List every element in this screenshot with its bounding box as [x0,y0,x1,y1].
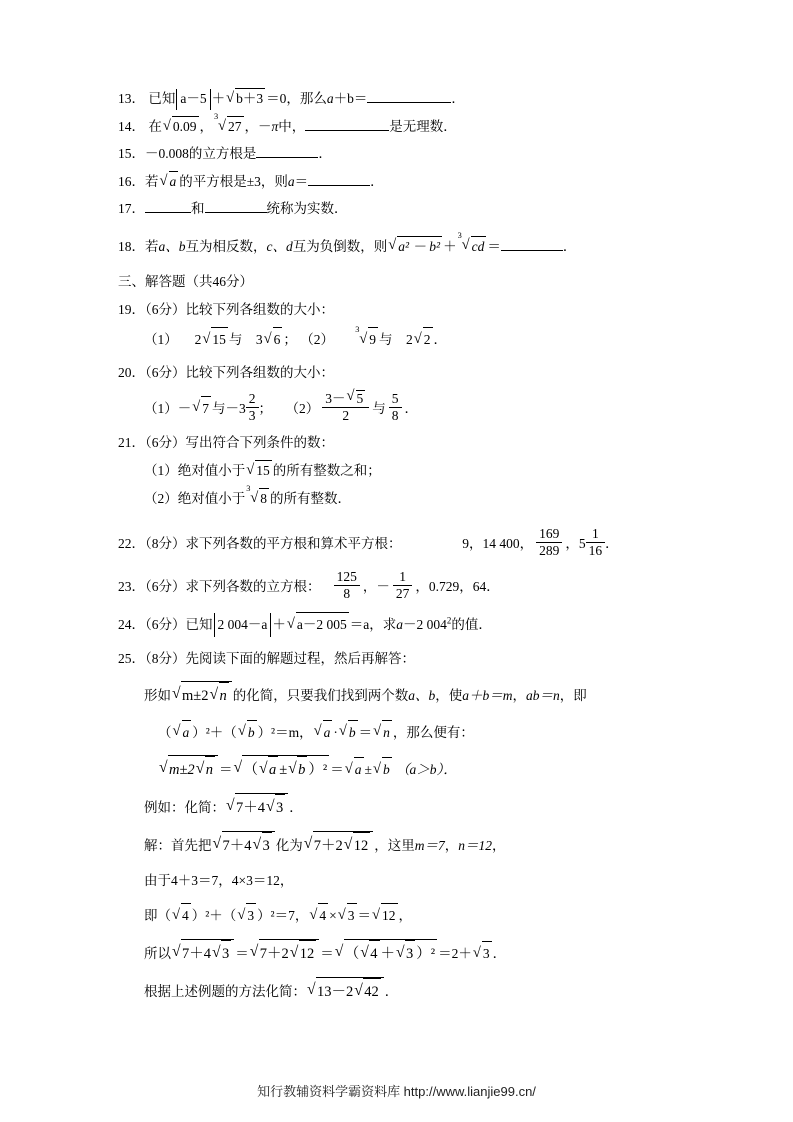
q25-l1-mid2: ，使 [435,688,463,704]
q25-l9-radical-outer: √ 13－2 √ 42 [307,977,384,1005]
q25-l2-t3: ）²＝m， [257,724,313,740]
q21-p1-label: （1） [144,463,178,479]
q25-l6-comma: ， [218,873,232,889]
question-16 [118,171,697,193]
q25-line-8 [118,939,697,967]
q14-comma-2: ， [244,118,258,134]
q14-radical-2: √ 3 27 [214,116,244,138]
question-15 [118,144,697,165]
q22-v1: 9， [462,536,483,552]
q15-number: 15． [118,145,145,161]
q25-l1-pre: 形如 [144,688,171,704]
q25-l5-end: ， [492,838,506,854]
q25-l9-pre: 根据上述例题的方法化简： [144,983,306,999]
q16-mid: 的平方根是±3，则 [179,173,288,189]
q25-l5-radical-1: √ 7＋4 √ 3 [213,831,275,859]
q25-l7-pre: 即（ [144,908,171,924]
q22-mix-int: 5 [578,536,586,552]
q15-lead: －0.008 [145,145,189,161]
q23-rest: ，0.729，64． [415,578,500,594]
q25-l3-radical-mid-a: √ a [259,756,278,783]
q20-p1-label: （1） [144,400,178,416]
q20-number: 20． [118,364,145,380]
question-22 [118,526,697,559]
q18-tail: ＝ [487,238,501,254]
q25-l8-end: ． [492,945,507,961]
q25-l3-eq2: ＝ [330,761,344,777]
q19-score: （6分） [145,302,186,318]
q25-l8-eq2: ＝ [320,945,334,961]
q18-cd: c、d [266,238,293,254]
q23-text: 求下列各数的立方根： [185,578,321,594]
q19-p2-label: （2） [300,332,334,348]
q14-tail: 中， [278,118,306,134]
q25-l1-eq2: ab＝n [526,688,560,704]
q25-number: 25． [118,651,145,667]
q25-l3-radical-mid-b: √ b [288,756,307,783]
q25-l1-comma: ， [512,688,526,704]
q19-p1-b-coef: 3 [255,332,263,348]
q25-l2-t5: ＝ [358,724,373,740]
q23-comma: ，－ [362,578,390,594]
q25-l3-radical-mid: √ （ √ a ± √ b ）² [233,755,329,783]
q21-number: 21． [118,435,145,451]
q23-fraction-1: $\frac{125}{8}$ [334,569,360,602]
q17-number: 17． [118,200,145,216]
q20-p1-neg: － [177,400,192,416]
q25-l5-pre: 解：首先把 [144,838,212,854]
q20-p2-semi: ． [404,400,418,416]
q18-radical-1: √ a² － b² [388,236,442,258]
q22-fraction-1: $\frac{169}{289}$ [536,526,562,559]
q20-p1-fraction: $\frac{2}{3}$ [246,391,259,424]
q22-end: ． [605,536,619,552]
q16-end: ． [370,173,384,189]
q22-comma: ， [565,536,579,552]
q19-p1-semi: ； [283,332,297,348]
q17-tail: 统称为实数． [266,200,348,216]
question-17 [118,199,697,220]
q19-p2-yu: 与 [379,332,393,348]
q13-number: 13． [118,91,145,106]
q24-number: 24． [118,616,145,632]
q25-l6-end: ， [279,873,294,889]
q25-l8-radical-2-inner: √ 12 [290,940,317,967]
q21-text: 写出符合下列条件的数： [185,435,334,451]
q15-end: ． [318,145,332,161]
q19-p1-radical-b: √ 6 [264,327,283,352]
q18-lead: 若 [145,238,159,254]
q23-fraction-2: $\frac{1}{27}$ [393,569,413,602]
q25-l8-radical-1-inner: √ 3 [212,940,231,967]
q25-l7-times: × [329,908,337,924]
q25-l8-radical-4: √ 3 [473,941,492,966]
q25-l1-ab: a、b [408,688,436,704]
q25-l9-radical-inner: √ 42 [354,978,381,1005]
q24-tail-sup: 2 [446,615,452,626]
q24-eq: ＝a [349,616,370,632]
q20-p2-yu: 与 [372,400,386,416]
q18-end: ． [562,238,577,254]
q14-end: 是无理数． [389,118,457,134]
q14-radical-1: √ 0.09 [163,116,199,138]
q21-p2-post: 的所有整数． [270,491,351,507]
q25-l5-mid2: ，这里 [374,838,415,854]
q25-text: 先阅读下面的解题过程，然后再解答： [185,651,415,667]
q25-l5-radical-1-inner: √ 3 [253,832,272,859]
q16-tail: ＝ [294,173,309,189]
q25-l7-m2: ）²＝7， [257,908,309,924]
q25-l2-t1: （ [158,724,172,740]
q20-text: 比较下列各组数的大小： [185,364,334,380]
q25-l4-radical-outer: √ 7＋4 √ 3 [226,793,288,821]
q25-line-2 [118,720,697,745]
q14-neg: － [258,118,272,134]
q14-number: 14． [118,118,145,134]
q21-score: （6分） [145,435,186,451]
q19-p2-radical-b: √ 2 [414,327,433,352]
q20-score: （6分） [145,364,186,380]
q14-comma-1: ， [199,118,213,134]
q25-l6-e1: 4＋3＝7 [171,873,219,889]
q25-l2-radical-4: √ b [339,720,358,745]
question-19-parts [118,327,697,352]
q17-answer-blank-2[interactable] [205,212,267,213]
q20-p2-radical: √ 5 [347,390,366,407]
q25-l8-radical-3-a: √ 4 [360,940,379,967]
q24-tail-a: a [396,616,403,632]
q25-line-3 [118,755,697,783]
q24-stem-pre: 已知 [185,616,213,632]
q19-p1-label: （1） [144,332,178,348]
q18-plus: ＋ [443,238,457,254]
q25-l3-radical-a: √ a [345,757,364,782]
q25-l2-radical-1: √ a [173,720,192,745]
q16-radical: √ a [160,171,179,193]
q14-pi: π [271,118,279,134]
q18-ab: a、b [158,238,186,254]
q25-l1-radical-outer: √ m±2 √ n [172,681,232,709]
q25-l3-cond: （a＞b）． [396,761,457,777]
q24-tail-end: 的值． [451,616,492,632]
q23-score: （6分） [145,578,186,594]
q13-end: ． [451,91,465,106]
q25-l2-radical-5: √ n [373,720,392,745]
q24-tail-minus: －2 004 [403,616,447,632]
q25-score: （8分） [145,651,186,667]
q25-l8-pre: 所以 [144,945,171,961]
q20-p1-int: －3 [225,400,246,416]
q16-answer-blank[interactable] [308,185,370,186]
q20-p2-label: （2） [285,400,320,416]
q21-p2-pre: 绝对值小于 [177,491,246,507]
question-23 [118,569,697,602]
q22-v2: 14 400， [482,536,534,552]
q25-l7-end: ， [398,908,412,924]
q25-l1-mid: 的化简，只要我们找到两个数 [232,688,409,704]
q25-l9-end: ． [384,983,399,999]
q25-l4-radical-inner: √ 3 [266,794,285,821]
question-18 [118,231,697,258]
question-20-stem [118,363,697,384]
section-3-heading: 三、解答题（共46分） [118,273,253,289]
q25-line-5 [118,831,697,859]
q25-l5-m: m＝7 [414,838,445,854]
page-footer: 知行教辅资料学霸资料库 http://www.lianjie99.cn/ [257,1084,536,1099]
question-21-part-1 [118,460,697,482]
q19-text: 比较下列各组数的大小： [185,302,334,318]
q25-l8-radical-3-b: √ 3 [396,940,415,967]
q19-p1-yu: 与 [228,332,243,348]
q19-p2-b-coef: 2 [406,332,413,348]
q25-l8-eq1: ＝ [235,945,249,961]
q25-l2-t4: · [333,724,338,740]
q22-score: （8分） [145,536,186,552]
question-21-part-2 [118,484,697,510]
q25-l5-radical-2: √ 7＋2 √ 12 [304,831,374,859]
question-13 [118,88,697,110]
q13-lead: 已知 [148,91,176,106]
q20-p1-yu: 与 [212,400,226,416]
q24-plus: ＋ [272,616,286,632]
q22-text: 求下列各数的平方根和算术平方根： [185,536,402,552]
q25-l8-radical-2: √ 7＋2 √ 12 [250,939,320,967]
q25-l7-radical-4: √ 3 [338,903,357,928]
q25-l4-pre: 例如：化简： [144,799,225,815]
q25-l3-pm: ± [364,761,372,777]
q25-l7-radical-5: √ 12 [372,903,398,928]
q20-p2-fraction-2: $\frac{5}{8}$ [389,391,402,424]
q13-plus: ＋ [211,91,226,106]
q14-lead: 在 [148,118,162,134]
question-21-stem [118,433,697,454]
q25-l3-eq1: ＝ [218,761,233,777]
q14-answer-blank[interactable] [305,130,389,131]
q20-p2-fraction-1: $\frac{3- √ 5}{2}$ [322,390,369,424]
q25-l1-radical-inner: √ n [210,682,229,709]
q25-l8-radical-3: √ （ √ 4 ＋ √ 3 ）² [335,939,437,967]
q23-number: 23． [118,578,145,594]
q21-p1-pre: 绝对值小于 [177,463,246,479]
q25-l1-eq1: a＋b＝m [462,688,513,704]
q13-mid: ，那么 [286,91,327,106]
q25-l3-radical-b: √ b [373,757,392,782]
q24-abs: 2 004－a [214,613,272,637]
q20-p1-radical: √ 7 [192,396,211,421]
q19-p2-radical-a: √ 3 9 [355,327,378,352]
q16-number: 16． [118,173,145,189]
q13-tail: ＋b＝ [333,91,368,106]
q24-mid: ，求 [369,616,397,632]
q18-mid1: 互为相反数， [185,238,267,254]
q25-l7-radical-1: √ 4 [172,903,191,928]
q25-l3-radical-lhs: √ m±2 √ n [159,755,218,783]
q24-score: （6分） [145,616,186,632]
q22-number: 22． [118,536,145,552]
q18-number: 18． [118,238,145,254]
q25-l6-e2: 4×3＝12 [231,873,280,889]
q25-l5-radical-2-inner: √ 12 [344,832,371,859]
question-14 [118,111,697,138]
q25-l5-n: n＝12 [458,838,492,854]
q22-mixed-fraction: $\frac{1}{16}$ [586,526,606,559]
q20-p1-semi: ； [258,400,272,416]
q21-p2-label: （2） [144,491,178,507]
q13-answer-blank[interactable] [367,102,451,103]
q25-l2-radical-2: √ b [238,720,257,745]
q25-l2-t6: ，那么便有： [392,724,474,740]
question-20-parts [118,390,697,424]
q13-radical: √ b＋3 [226,88,265,110]
q19-p1-a-coef: 2 [194,332,202,348]
q15-tail: 的立方根是 [188,145,257,161]
q25-l2-t2: ）²＋（ [192,724,237,740]
q21-p1-post: 的所有整数之和； [272,463,381,479]
question-24 [118,612,697,637]
q25-l7-radical-3: √ 4 [309,903,328,928]
q25-l6-pre: 由于 [144,873,171,889]
q25-l7-m1: ）²＋（ [191,908,237,924]
q19-p1-radical-a: √ 15 [202,327,228,352]
q25-line-7 [118,903,697,928]
q25-l1-end: ，即 [559,688,587,704]
q15-answer-blank[interactable] [256,157,318,158]
q25-line-4 [118,793,697,821]
question-25-stem [118,647,697,671]
q17-answer-blank-1[interactable] [145,212,191,213]
q13-eq: ＝0 [266,91,287,106]
q18-answer-blank[interactable] [501,250,563,251]
q18-radical-2: √ 3 cd [458,236,487,258]
q16-var: a [287,173,295,189]
q25-l7-eq: ＝ [357,908,371,924]
q21-p1-radical: √ 15 [246,460,272,482]
q13-abs: a－5 [176,89,210,110]
q25-line-6 [118,869,697,893]
q25-line-1 [118,681,697,709]
q25-l2-radical-3: √ a [314,720,333,745]
q25-l3-radical-lhs-inner: √ n [196,756,215,783]
q25-l8-radical-1: √ 7＋4 √ 3 [172,939,234,967]
q19-number: 19． [118,302,145,318]
q21-p2-radical: √ 3 8 [246,488,269,510]
q25-l8-eq3: ＝2＋ [438,945,472,961]
q25-l5-comma: ， [444,838,459,854]
question-19-stem [118,300,697,321]
q18-mid2: 互为负倒数，则 [292,238,388,254]
q25-l5-mid: 化为 [275,838,303,854]
q19-p2-semi: ． [433,332,447,348]
q25-line-9 [118,977,697,1005]
q13-var-a: a [326,91,334,106]
q17-mid: 和 [191,200,205,216]
q25-l7-radical-2: √ 3 [237,903,256,928]
q24-radical: √ a－2 005 [287,612,349,637]
q25-l4-end: ． [289,799,303,815]
q16-lead: 若 [145,173,159,189]
